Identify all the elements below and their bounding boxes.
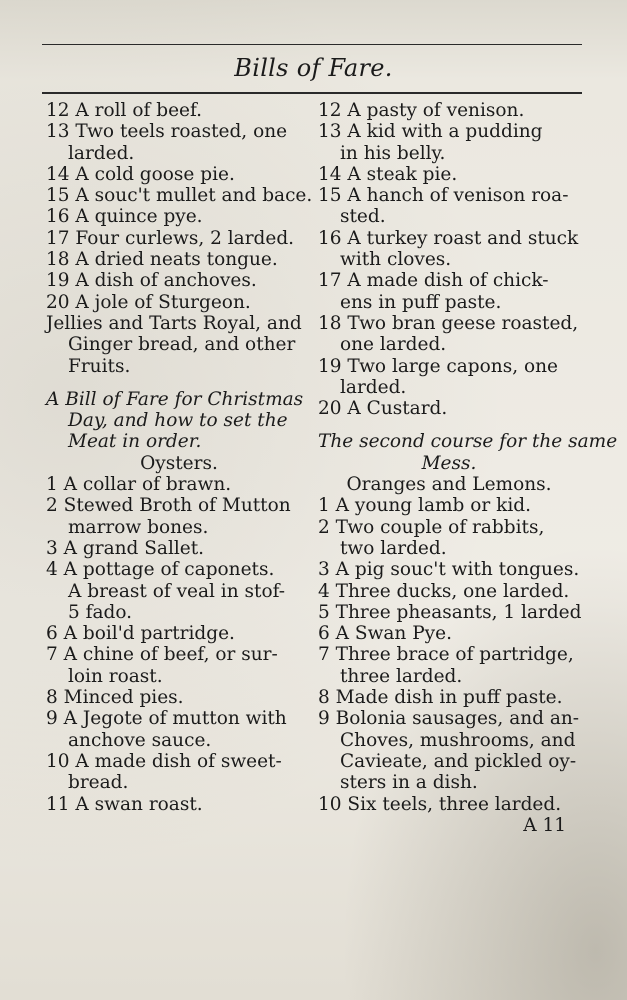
entry-line: 12 A roll of beef. <box>46 100 203 121</box>
entry-line: 12 A pasty of venison. <box>318 100 525 121</box>
entry-continuation-line: three larded. <box>340 665 463 687</box>
bill-of-fare-entry <box>318 623 580 644</box>
entry-line: Jellies and Tarts Royal, and <box>46 312 302 334</box>
bill-of-fare-entry <box>46 623 312 644</box>
second-course-list <box>318 495 580 814</box>
entry-continuation-line: sted. <box>340 206 386 228</box>
entry-continuation-line: with cloves. <box>340 249 452 271</box>
bill-of-fare-entry <box>318 495 580 516</box>
bill-of-fare-entry <box>46 100 312 121</box>
bill-of-fare-entry <box>46 538 312 559</box>
section-heading-line: Mess. <box>421 452 477 474</box>
entry-continuation-line: anchove sauce. <box>68 729 212 751</box>
right-first-course-list <box>318 100 580 419</box>
entry-continuation-line: Fruits. <box>68 355 131 377</box>
entry-line: 19 Two large capons, one <box>318 355 558 377</box>
entry-line: 17 A made dish of chick- <box>318 270 549 292</box>
entry-continuation-line: bread. <box>68 772 129 794</box>
entry-line: 8 Minced pies. <box>46 687 184 709</box>
entry-line: 18 A dried neats tongue. <box>46 249 278 271</box>
bill-of-fare-entry <box>318 559 580 580</box>
bill-of-fare-entry <box>46 313 312 377</box>
bill-of-fare-entry <box>318 687 580 708</box>
entry-line: 10 A made dish of sweet- <box>46 750 282 772</box>
entry-line: 7 A chine of beef, or sur- <box>46 644 278 666</box>
entry-continuation-line: two larded. <box>340 537 447 559</box>
section-heading-line: The second course for the same <box>318 431 618 453</box>
entry-line: 1 A young lamb or kid. <box>318 495 531 517</box>
bill-of-fare-entry <box>318 164 580 185</box>
bill-of-fare-entry <box>46 185 312 206</box>
entry-line: 9 A Jegote of mutton with <box>46 708 287 730</box>
entry-continuation-line: ens in puff paste. <box>340 291 502 313</box>
entry-line: 3 A pig souc't with tongues. <box>318 559 580 581</box>
christmas-course-list <box>46 474 312 815</box>
bill-of-fare-entry <box>46 495 312 538</box>
christmas-heading <box>46 389 312 453</box>
entry-line: 16 A quince pye. <box>46 206 203 228</box>
left-column <box>46 100 312 815</box>
bill-of-fare-entry <box>318 100 580 121</box>
entry-line: 1 A collar of brawn. <box>46 474 232 496</box>
entry-line: 2 Two couple of rabbits, <box>318 516 545 538</box>
bill-of-fare-entry <box>318 228 580 271</box>
bill-of-fare-entry <box>46 644 312 687</box>
entry-line: 14 A cold goose pie. <box>46 163 235 185</box>
bill-of-fare-entry <box>318 794 580 815</box>
bill-of-fare-entry <box>318 313 580 356</box>
entry-line: 15 A souc't mullet and bace. <box>46 185 313 207</box>
entry-continuation-line: larded. <box>340 376 407 398</box>
bill-of-fare-entry <box>46 751 312 794</box>
page-header-title: Bills of Fare. <box>234 54 393 82</box>
bill-of-fare-entry <box>318 185 580 228</box>
entry-line: 4 Three ducks, one larded. <box>318 580 570 602</box>
bill-of-fare-entry <box>46 228 312 249</box>
bill-of-fare-entry <box>46 559 312 623</box>
right-column <box>318 100 618 836</box>
entry-line: 9 Bolonia sausages, and an- <box>318 708 580 730</box>
bill-of-fare-entry <box>46 474 312 495</box>
bill-of-fare-entry <box>318 644 580 687</box>
entry-continuation-line: A breast of veal in stof- <box>68 580 286 602</box>
entry-line: 6 A boil'd partridge. <box>46 623 235 645</box>
bill-of-fare-entry <box>318 517 580 560</box>
entry-continuation-line: Cavieate, and pickled oy- <box>340 750 577 772</box>
second-course-heading <box>318 431 618 474</box>
entry-continuation-line: Choves, mushrooms, and <box>340 729 576 751</box>
entry-line: 8 Made dish in puff paste. <box>318 687 563 709</box>
section-heading-line: Meat in order. <box>68 431 202 453</box>
header-rule <box>42 92 582 94</box>
entry-line: 20 A jole of Sturgeon. <box>46 291 251 313</box>
bill-of-fare-entry <box>46 794 312 815</box>
entry-line: 5 Three pheasants, 1 larded <box>318 601 582 623</box>
second-course-opener: Oranges and Lemons. <box>346 474 552 496</box>
entry-continuation-line: Ginger bread, and other <box>68 334 296 356</box>
entry-line: 16 A turkey roast and stuck <box>318 227 579 249</box>
bill-of-fare-entry <box>46 121 312 164</box>
bill-of-fare-entry <box>318 270 580 313</box>
section-heading-line: A Bill of Fare for Christmas <box>46 388 304 410</box>
entry-line: 3 A grand Sallet. <box>46 537 205 559</box>
entry-line: 20 A Custard. <box>318 398 448 420</box>
entry-line: 10 Six teels, three larded. <box>318 793 562 815</box>
section-heading-line: Day, and how to set the <box>68 410 288 432</box>
entry-line: 2 Stewed Broth of Mutton <box>46 495 291 517</box>
entry-continuation-line: one larded. <box>340 334 447 356</box>
bill-of-fare-entry <box>46 206 312 227</box>
bill-of-fare-entry <box>318 398 580 419</box>
entry-line: 19 A dish of anchoves. <box>46 270 257 292</box>
bill-of-fare-entry <box>46 687 312 708</box>
entry-line: 11 A swan roast. <box>46 793 203 815</box>
entry-line: 14 A steak pie. <box>318 163 458 185</box>
bill-of-fare-entry <box>318 602 580 623</box>
bill-of-fare-entry <box>318 121 580 164</box>
bill-of-fare-entry <box>318 581 580 602</box>
entry-line: 17 Four curlews, 2 larded. <box>46 227 295 249</box>
bill-of-fare-entry <box>46 270 312 291</box>
bill-of-fare-entry <box>46 249 312 270</box>
entry-line: 7 Three brace of partridge, <box>318 644 574 666</box>
entry-continuation-line: larded. <box>68 142 135 164</box>
bill-of-fare-entry <box>318 708 580 793</box>
bill-of-fare-entry <box>46 708 312 751</box>
christmas-opener: Oysters. <box>140 452 218 474</box>
top-rule <box>42 44 582 45</box>
bill-of-fare-entry <box>46 292 312 313</box>
entry-line: 13 A kid with a pudding <box>318 121 543 143</box>
entry-line: 18 Two bran geese roasted, <box>318 312 579 334</box>
bill-of-fare-entry <box>318 356 580 399</box>
entry-line: 6 A Swan Pye. <box>318 623 452 645</box>
left-first-course-list <box>46 100 312 377</box>
entry-continuation-line: loin roast. <box>68 665 163 687</box>
entry-continuation-line: sters in a dish. <box>340 772 478 794</box>
entry-continuation-line: 5 fado. <box>68 601 133 623</box>
entry-continuation-line: in his belly. <box>340 142 446 164</box>
catchword: A 11 <box>523 814 566 836</box>
entry-continuation-line: marrow bones. <box>68 516 209 538</box>
entry-line: 13 Two teels roasted, one <box>46 121 288 143</box>
bill-of-fare-entry <box>46 164 312 185</box>
entry-line: 4 A pottage of caponets. <box>46 559 275 581</box>
entry-line: 15 A hanch of venison roa- <box>318 185 569 207</box>
